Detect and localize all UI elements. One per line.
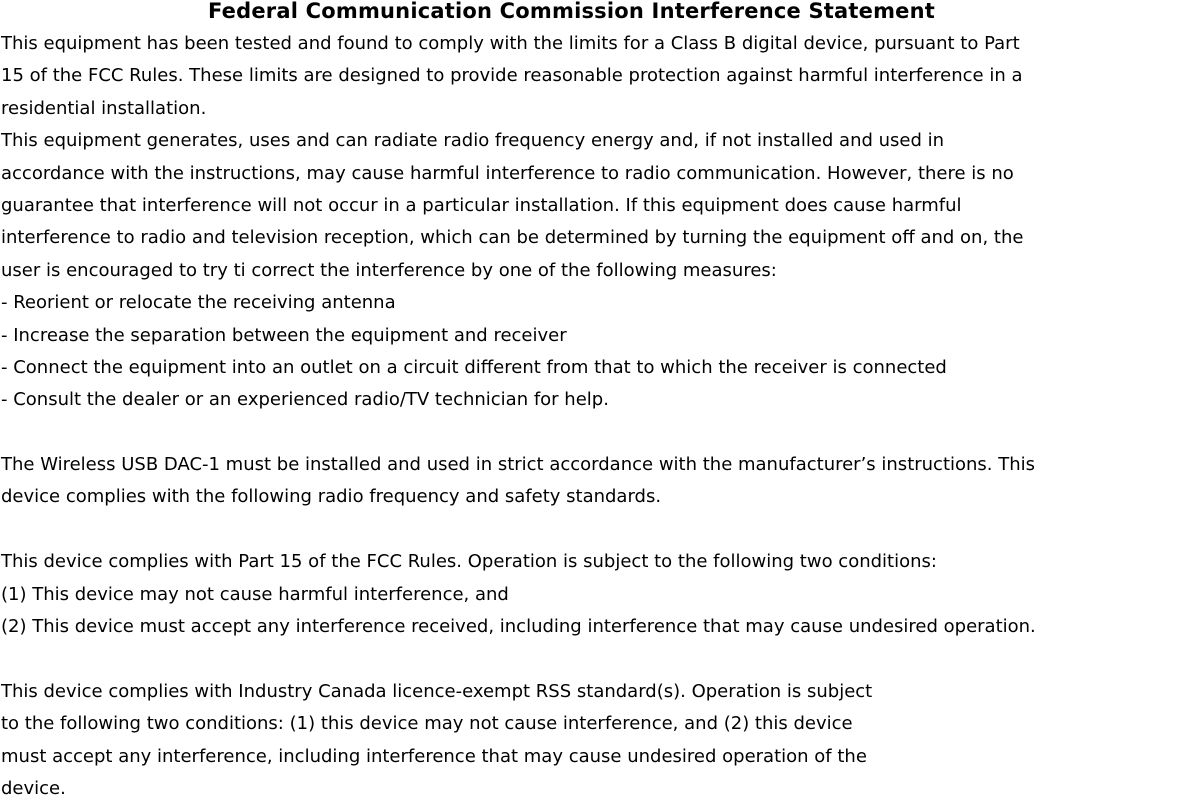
list-item: - Consult the dealer or an experienced radio/TV technician for help. (1, 389, 609, 411)
text-line: accordance with the instructions, may cause harmful interference to radio communication. However, there is no (1, 162, 1014, 184)
paragraph-class-b-compliance (1, 28, 1203, 125)
paragraph-spacer (1, 417, 1203, 449)
list-item: - Reorient or relocate the receiving antenna (1, 292, 396, 314)
list-item: (1) This device may not cause harmful interference, and (1, 583, 509, 605)
statement-body (1, 28, 1203, 805)
paragraph-spacer (1, 643, 1203, 675)
text-line: This equipment generates, uses and can radiate radio frequency energy and, if not installed and used in (1, 130, 945, 152)
text-line: This equipment has been tested and found to comply with the limits for a Class B digital device, pursuant to Part (1, 33, 1020, 54)
measures-list (1, 287, 1203, 417)
text-line: user is encouraged to try ti correct the interference by one of the following measures: (1, 259, 777, 281)
text-line: The Wireless USB DAC-1 must be installed and used in strict accordance with the manufacturer’s instructions. This (1, 454, 1036, 476)
page-title: Federal Communication Commission Interference Statement (207, 0, 936, 23)
text-line: device complies with the following radio frequency and safety standards. (1, 486, 662, 508)
text-line: residential installation. (1, 97, 207, 119)
list-item: - Connect the equipment into an outlet on a circuit different from that to which the receiver is connected (1, 356, 947, 378)
list-item: - Increase the separation between the equipment and receiver (1, 324, 567, 346)
text-line: This device complies with Part 15 of the FCC Rules. Operation is subject to the following two conditions: (1, 551, 937, 573)
text-line: to the following two conditions: (1) this device may not cause interference, and (2) this device (1, 713, 853, 735)
paragraph-part-15-conditions (1, 546, 1203, 643)
list-item: (2) This device must accept any interference received, including interference that may cause undesired operation. (1, 616, 1036, 638)
paragraph-spacer (1, 514, 1203, 546)
paragraph-installation (1, 449, 1203, 514)
text-line: 15 of the FCC Rules. These limits are designed to provide reasonable protection against harmful interference in a (1, 65, 1023, 87)
text-line: This device complies with Industry Canada licence-exempt RSS standard(s). Operation is subject (1, 680, 873, 702)
text-line: guarantee that interference will not occur in a particular installation. If this equipment does cause harmful (1, 194, 962, 216)
text-line: must accept any interference, including interference that may cause undesired operation of the (1, 745, 867, 767)
text-line: device. (1, 777, 66, 799)
text-line: interference to radio and television reception, which can be determined by turning the equipment off and on, the (1, 227, 1024, 249)
paragraph-industry-canada (1, 676, 1203, 805)
paragraph-rf-energy (1, 125, 1203, 287)
